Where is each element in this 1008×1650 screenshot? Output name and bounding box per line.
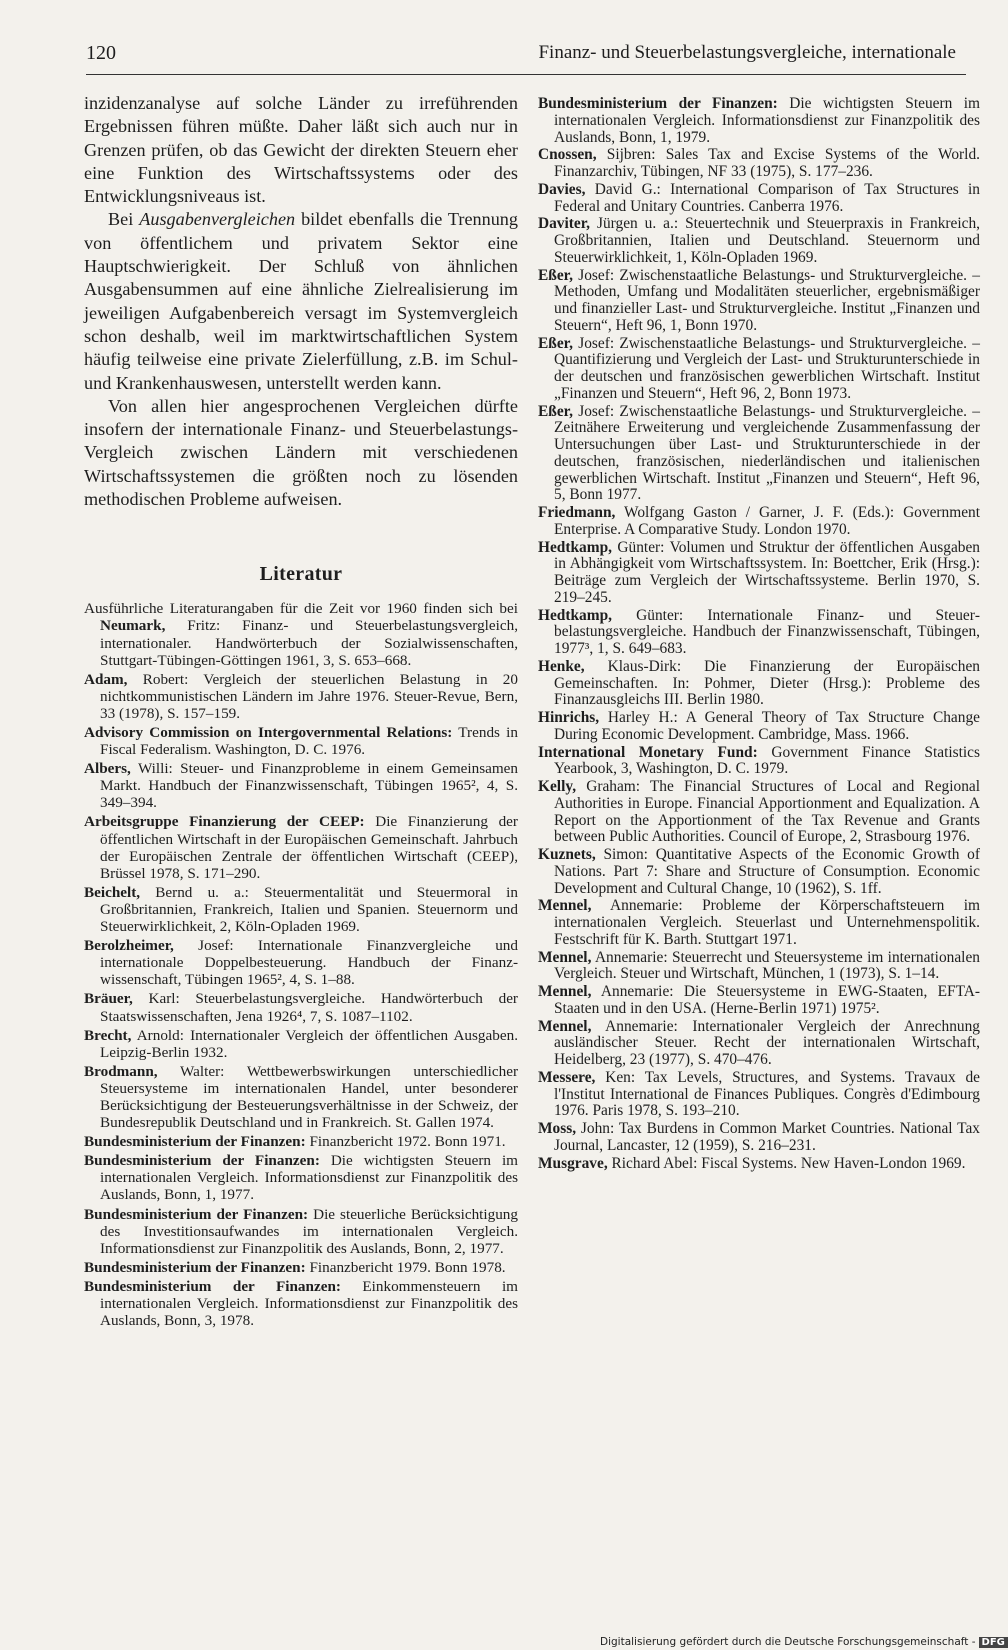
reference-text: John: Tax Burdens in Common Market Countries. National Tax Journal, Lancaster, 12 (1959), S. 216–231. bbox=[554, 1120, 980, 1154]
reference-text: Finanzbericht 1972. Bonn 1971. bbox=[305, 1133, 506, 1151]
dfg-logo: DFG bbox=[979, 1637, 1008, 1648]
reference-text: Klaus-Dirk: Die Finanzierung der Europäischen Gemeinschaften. In: Pohmer, Dieter (Hrsg.): Probleme des Finanzausgleichs III. Berlin 1980. bbox=[554, 657, 980, 709]
reference-text: Annemarie: Internationaler Vergleich der Anrechnung ausländischer Steuer. Recht der internationalen Wirtschaft, Heidelberg, 23 (1977), S. 470–476. bbox=[554, 1017, 980, 1068]
reference-entry bbox=[84, 1278, 518, 1329]
reference-author: Musgrave, bbox=[538, 1154, 608, 1172]
reference-entry bbox=[538, 898, 980, 948]
reference-author: Henke, bbox=[538, 657, 585, 675]
literature-intro: Ausführliche Literaturangaben für die Zeit vor 1960 finden sich bei Neumark, Fritz: Finanz- und Steuerbelastungsvergleich, internationaler. Handwörterbuch der Sozialwissenschaften, Stuttgart-Tübingen-Göttingen 1961, 3, S. 653–668. bbox=[84, 600, 518, 669]
reference-text: Günter: Internationale Finanz- und Steuerbelastungsvergleiche. Handbuch der Finanzwissenschaft, Tübingen, 1977³, 1, S. 649–683. bbox=[554, 606, 980, 657]
reference-author: Bundesministerium der Finanzen: bbox=[84, 1205, 309, 1223]
reference-author: Bundesministerium der Finanzen: bbox=[84, 1277, 341, 1295]
reference-entry bbox=[538, 659, 980, 709]
reference-author: Hedtkamp, bbox=[538, 538, 612, 556]
reference-entry bbox=[84, 937, 518, 988]
reference-author: Hedtkamp, bbox=[538, 606, 612, 624]
reference-author: Albers, bbox=[84, 760, 131, 778]
reference-entry bbox=[84, 884, 518, 935]
reference-author: Berolzheimer, bbox=[84, 937, 174, 955]
running-title: Finanz- und Steuerbelastungsvergleiche, internationale bbox=[538, 42, 956, 63]
reference-author: Davies, bbox=[538, 180, 586, 198]
reference-author: Messere, bbox=[538, 1068, 596, 1086]
reference-text: Harley H.: A General Theory of Tax Structure Change During Economic Development. Cambridge, Mass. 1966. bbox=[554, 709, 980, 743]
reference-author: Bundesministerium der Finanzen: bbox=[84, 1133, 306, 1151]
reference-author: Friedmann, bbox=[538, 504, 616, 521]
reference-text: Annemarie: Die Steuersysteme in EWG-Staaten, EFTA-Staaten und in den USA. (Herne-Berlin 1971) 1975². bbox=[554, 983, 980, 1017]
reference-entry bbox=[84, 1259, 518, 1276]
reference-entry bbox=[84, 1063, 518, 1131]
reference-author: Kelly, bbox=[538, 778, 577, 795]
left-column bbox=[84, 92, 518, 1331]
reference-text: Annemarie: Steuerrecht und Steuersysteme im internationalen Vergleich. Steuer und Wirtschaft, München, 1 (1973), S. 1–14. bbox=[554, 948, 980, 983]
reference-text: Die Finanzierung der öffentlichen Wirtschaft in der Europäischen Gemeinschaft. Jahrbuch der Europäischen Zentrale der öffentlichen Wirtschaft (CEEP), Brüssel 1978, S. 171–290. bbox=[100, 813, 518, 882]
reference-author: Bräuer, bbox=[84, 990, 133, 1008]
reference-text: Karl: Steuerbelastungsvergleiche. Handwörterbuch der Staatswissenschaften, Jena 1926⁴, 7, S. 1087–1102. bbox=[100, 990, 518, 1025]
reference-entry bbox=[84, 1152, 518, 1203]
reference-text: Annemarie: Probleme der Körperschaftsteuern im internationalen Vergleich. Steuerlast und Unternehmenspolitik. Festschrift für K. Barth. Stuttgart 1971. bbox=[554, 897, 980, 948]
reference-entry bbox=[538, 404, 980, 505]
reference-text: Finanzbericht 1979. Bonn 1978. bbox=[305, 1258, 506, 1276]
reference-text: Josef: Zwischenstaatliche Belastungs- und Strukturvergleiche. – Quantifizierung und Vergleich der Last- und Strukturunterschiede in der deutschen und französischen gewerblichen Wirtschaft. Institut „Finanzen und Steuern“, Heft 96, 2, Bonn 1973. bbox=[554, 334, 980, 402]
reference-text: Sijbren: Sales Tax and Excise Systems of the World. Finanzarchiv, Tübingen, NF 33 (1975), S. 177–236. bbox=[554, 146, 980, 180]
reference-list-left bbox=[84, 671, 518, 1329]
running-header bbox=[86, 40, 966, 75]
reference-text: Einkommensteuern im internationalen Vergleich. Informationsdienst zur Finanzpolitik des Auslands, Bonn, 3, 1978. bbox=[100, 1277, 518, 1330]
reference-text: Willi: Steuer- und Finanzprobleme in einem Gemeinsamen Markt. Handbuch der Finanzwissenschaft, Tübingen 1965², 4, S. 349–394. bbox=[100, 760, 518, 812]
reference-entry bbox=[538, 608, 980, 658]
reference-text: Die steuerliche Berücksichtigung des Investitionsaufwandes im internationalen Vergleich. Informationsdienst zur Finanzpolitik des Auslands, Bonn, 2, 1977. bbox=[100, 1205, 518, 1257]
reference-entry bbox=[538, 96, 980, 146]
reference-entry bbox=[538, 1156, 980, 1173]
reference-entry bbox=[538, 950, 980, 984]
reference-author: Brodmann, bbox=[84, 1062, 158, 1080]
reference-entry bbox=[84, 1133, 518, 1150]
reference-entry bbox=[538, 1070, 980, 1120]
reference-entry bbox=[84, 813, 518, 881]
body-paragraph: Bei Ausgabenvergleichen bildet ebenfalls die Trennung von öffentlichem und privatem Sektor eine Hauptschwierigkeit. Der Schluß von ähnlichen Ausgabensummen auf eine ähnliche Zielrealisierung im jeweiligen Aufgabenbereich versagt im Systemvergleich schon deshalb, weil im marktwirtschaftlichen System häufig teilweise eine private Zielerfüllung, z.B. im Schul- und Krankenhauswesen, unterstellt werden kann. bbox=[84, 209, 518, 393]
reference-author: Hinrichs, bbox=[538, 709, 600, 726]
reference-text: Government Finance Statistics Yearbook, 3, Washington, D. C. 1979. bbox=[554, 743, 980, 778]
reference-text: Graham: The Financial Structures of Local and Regional Authorities in Europe. Financial Apportionment and Equalization. A Report on the Apportionment of the Tax Revenue and Grants between Public Authorities. Council of Europe, 2, Strasbourg 1976. bbox=[554, 778, 980, 846]
reference-text: Robert: Vergleich der steuerlichen Belastung in 20 nichtkommunistischen Ländern im Jahre 1976. Steuer-Revue, Bern, 33 (1978), S. 157–159. bbox=[100, 670, 518, 722]
reference-text: Die wichtigsten Steuern im internationalen Vergleich. Informationsdienst zur Finanzpolitik des Auslands, Bonn, 1, 1979. bbox=[554, 95, 980, 146]
reference-author: Brecht, bbox=[84, 1026, 132, 1044]
reference-text: David G.: International Comparison of Tax Structures in Federal and Unitary Countries. Canberra 1976. bbox=[554, 180, 980, 215]
reference-text: Bernd u. a.: Steuermentalität und Steuermoral in Großbritannien, Frankreich, Italien und Spanien. Steuernorm und Steuerwirklichkeit, 2, Köln-Opladen 1969. bbox=[100, 883, 518, 936]
reference-text: Walter: Wettbewerbswirkungen unterschiedlicher Steuersysteme im internationalen Handel, unter besonderer Berücksichtigung der Besteuerungsverhältnisse in der Schweiz, der Bundesrepublik Deutschland und in Frankreich. St. Gallen 1974. bbox=[100, 1062, 518, 1132]
reference-author: Advisory Commission on Intergovernmental Relations: bbox=[84, 724, 453, 741]
body-paragraph: inzidenzanalyse auf solche Länder zu irreführenden Ergebnissen führen müßte. Daher läßt sich auch nur in Grenzen prüfen, ob das Gewicht der direkten Steuern eher eine Funktion des Wirtschaftssystems oder des Entwicklungsniveaus ist. bbox=[84, 93, 518, 207]
right-column bbox=[538, 96, 980, 1173]
reference-text: Josef: Zwischenstaatliche Belastungs- und Strukturvergleiche. – Zeitnähere Erweiterung und vergleichende Zusammenfassung der Untersuchungen über Last- und Strukturunterschiede in der deutschen, französischen, niederländischen und italienischen gewerblichen Wirtschaft. Institut „Finanzen und Steuern“, Heft 96, 5, Bonn 1977. bbox=[554, 402, 980, 504]
page-number: 120 bbox=[86, 42, 116, 64]
reference-text: Die wichtigsten Steuern im internationalen Vergleich. Informationsdienst zur Finanzpolitik des Auslands, Bonn, 1, 1977. bbox=[100, 1152, 518, 1204]
reference-author: Bundesministerium der Finanzen: bbox=[538, 95, 778, 112]
reference-entry bbox=[538, 710, 980, 744]
reference-entry bbox=[538, 984, 980, 1018]
reference-author: Beichelt, bbox=[84, 883, 141, 901]
digitization-footer bbox=[600, 1636, 1005, 1650]
reference-entry bbox=[538, 216, 980, 266]
reference-list-right bbox=[538, 96, 980, 1172]
reference-entry bbox=[84, 724, 518, 758]
reference-entry bbox=[538, 268, 980, 335]
reference-entry bbox=[538, 745, 980, 779]
reference-author: Mennel, bbox=[538, 1017, 592, 1035]
reference-author: Adam, bbox=[84, 670, 128, 688]
reference-author: Mennel, bbox=[538, 948, 592, 966]
reference-text: Ken: Tax Levels, Structures, and Systems. Travaux de l'Institut International de Finances Publiques. Congrès d'Edimbourg 1976. Paris 1978, S. 193–210. bbox=[554, 1068, 980, 1120]
emphasis-term: Ausgabenvergleichen bbox=[139, 209, 296, 230]
reference-entry bbox=[538, 1019, 980, 1069]
reference-entry bbox=[538, 779, 980, 846]
reference-entry bbox=[84, 760, 518, 811]
reference-text: Josef: Zwischenstaatliche Belastungs- und Strukturvergleiche. – Methoden, Umfang und Modalitäten steuerlicher, ergebnismäßiger und finanzieller Last- und Strukturvergleiche. Institut „Finanzen und Steuern“, Heft 96, 1, Bonn 1970. bbox=[554, 266, 980, 334]
reference-entry bbox=[84, 1027, 518, 1061]
reference-text: Arnold: Internationaler Vergleich der öffentlichen Ausgaben. Leipzig-Berlin 1932. bbox=[100, 1026, 518, 1061]
reference-entry bbox=[538, 336, 980, 403]
reference-text: Trends in Fiscal Federalism. Washington, D. C. 1976. bbox=[100, 724, 518, 759]
reference-author: Moss, bbox=[538, 1120, 577, 1137]
reference-author: Bundesministerium der Finanzen: bbox=[84, 1258, 306, 1276]
reference-author: Arbeitsgruppe Finanzierung der CEEP: bbox=[84, 813, 365, 831]
reference-entry bbox=[84, 671, 518, 722]
reference-text: Wolfgang Gaston / Garner, J. F. (Eds.): Government Enterprise. A Comparative Study. London 1970. bbox=[554, 504, 980, 538]
reference-entry bbox=[538, 147, 980, 181]
reference-entry bbox=[538, 182, 980, 216]
reference-author: Bundesministerium der Finanzen: bbox=[84, 1152, 320, 1170]
reference-entry bbox=[538, 1121, 980, 1155]
reference-text: Josef: Internationale Finanzvergleiche und internationale Doppelbesteuerung. Handbuch der Finanzwissenschaft, Tübingen 1965², 4, S. 1–88. bbox=[100, 937, 518, 989]
body-paragraph: Von allen hier angesprochenen Vergleichen dürfte insofern der internationale Finanz- und Steuerbelastungs-Vergleich zwischen Ländern mit verschiedenen Wirtschaftssystemen die größten noch zu lösenden methodischen Probleme aufweisen. bbox=[84, 395, 518, 510]
reference-author: Cnossen, bbox=[538, 146, 597, 164]
literature-heading: Literatur bbox=[259, 563, 343, 586]
digitization-note: Digitalisierung gefördert durch die Deutsche Forschungsgemeinschaft - bbox=[600, 1636, 976, 1648]
reference-text: Günter: Volumen und Struktur der öffentlichen Ausgaben in Abhängigkeit vom Wirtschaftssystem. In: Boettcher, Erik (Hrsg.): Beiträge zum Vergleich der Wirtschaftssysteme. Berlin 1970, S. 219–245. bbox=[554, 538, 980, 606]
reference-entry bbox=[84, 1206, 518, 1257]
reference-entry bbox=[538, 847, 980, 897]
reference-entry bbox=[84, 990, 518, 1024]
reference-entry bbox=[538, 540, 980, 607]
reference-text: Jürgen u. a.: Steuertechnik und Steuerpraxis in Frankreich, Großbritannien, Italien und Deutschland. Steuernorm und Steuerwirklichkeit, 1, Köln-Opladen 1969. bbox=[554, 215, 980, 266]
reference-author: Daviter, bbox=[538, 215, 591, 233]
reference-author: International Monetary Fund: bbox=[538, 743, 758, 761]
reference-entry bbox=[538, 505, 980, 539]
reference-author: Eßer, bbox=[538, 402, 573, 420]
reference-text: Richard Abel: Fiscal Systems. New Haven-London 1969. bbox=[607, 1154, 966, 1172]
reference-author: Eßer, bbox=[538, 266, 573, 284]
reference-author: Mennel, bbox=[538, 983, 592, 1000]
reference-author: Eßer, bbox=[538, 334, 573, 352]
reference-author: Mennel, bbox=[538, 897, 592, 915]
reference-author: Kuznets, bbox=[538, 846, 596, 863]
reference-text: Simon: Quantitative Aspects of the Economic Growth of Nations. Part 7: Share and Structure of Consumption. Economic Development and Cultural Change, 10 (1962), S. 1ff. bbox=[554, 846, 980, 897]
